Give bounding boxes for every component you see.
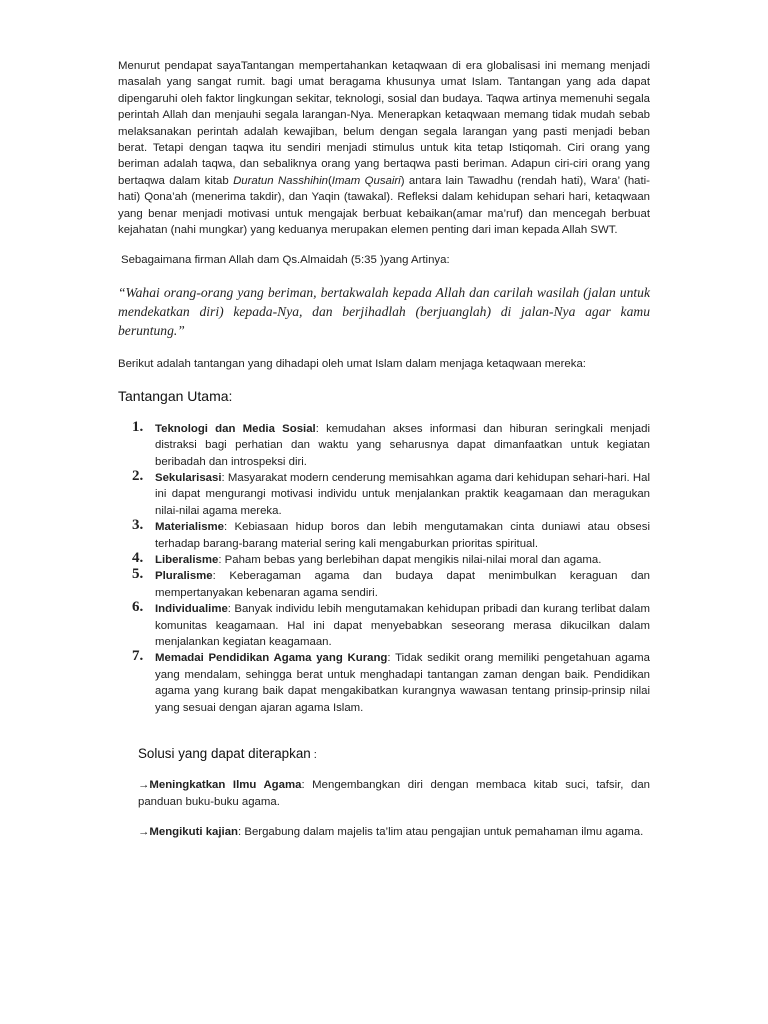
solution-item [138,777,650,810]
challenges-list [118,418,650,716]
item-term: Liberalisme [155,553,219,566]
list-number: 5. [132,566,144,583]
item-term: Pluralisme [155,570,213,583]
list-item [118,519,650,552]
arrow-right-icon: → [138,779,150,792]
list-number: 1. [132,418,144,435]
list-number: 6. [132,599,144,616]
solution-text: : Mengembangkan diri dengan membaca kitab suci, tafsir, dan panduan buku-buku agama. [138,779,650,808]
list-item [118,650,650,716]
list-number: 3. [132,517,144,534]
intro-text-2: ( [327,174,332,187]
list-item [118,549,650,568]
item-text: : Tidak sedikit orang memiliki pengetahuan agama yang mendalam, sehingga berat untuk menghadapi tantangan zaman dengan baik. Pendidikan agama yang kurang baik dapat mengakibatkan kurangnya wawasan tentang prinsip-prinsip nilai yang sesuai dengan ajaran agama Islam. [155,652,650,714]
solutions-heading-colon: : [310,749,317,761]
list-item [118,467,650,519]
item-term: Teknologi dan Media Sosial [155,422,316,435]
book-author: Imam Qusairi [331,174,401,187]
solution-term: Meningkatkan Ilmu Agama [149,779,302,792]
challenges-heading: Tantangan Utama: [118,388,233,405]
item-term: Sekularisasi [155,471,222,484]
challenges-lead: Berikut adalah tantangan yang dihadapi oleh umat Islam dalam menjaga ketaqwaan mereka: [118,357,586,370]
item-text: : Masyarakat modern cenderung memisahkan agama dari kehidupan sehari-hari. Hal ini dapat mengurangi motivasi individu untuk menjalankan praktik keagamaan dan meragukan nilai-nilai agama mereka. [155,471,650,517]
item-text: : Banyak individu lebih mengutamakan kehidupan pribadi dan kurang terlibat dalam komunitas keagamaan. Hal ini dapat menyebabkan seseorang merasa dikucilkan dalam menjalankan kegiatan keagamaan. [155,603,650,648]
item-text: : Keberagaman agama dan budaya dapat menimbulkan keraguan dan mempertanyakan kebenaran agama sendiri. [155,570,650,599]
item-text: : Kebiasaan hidup boros dan lebih mengutamakan cinta duniawi atau obsesi terhadap barang-barang material sering kali mengaburkan prioritas spiritual. [155,521,650,550]
intro-text-1: Menurut pendapat sayaTantangan mempertahankan ketaqwaan di era globalisasi ini memang menjadi masalah yang sangat rumit. bagi umat beragama khusunya umat Islam. Tantangan yang ada dapat dipengaruhi oleh faktor lingkungan sekitar, teknologi, sosial dan budaya. Taqwa artinya memenuhi segala perintah Allah dan menjauhi segala larangan-Nya. Menerapkan ketaqwaan memang tidak mudah sebab melaksanakan perintah adalah kewajiban, belum dengan segala larangan yang pasti menjadi beban berat. Tetapi dengan taqwa itu sendiri menjadi stimulus untuk kita tetap Istiqomah. Ciri orang yang beriman adalah taqwa, dan sebaliknya orang yang bertaqwa pasti beriman. Adapun ciri-ciri orang yang bertaqwa dalam kitab [118,60,650,187]
solutions-heading [138,746,650,763]
list-number: 2. [132,467,144,484]
item-text: : kemudahan akses informasi dan hiburan seringkali menjadi distraksi bagi perhatian dan waktu yang seharusnya dapat dimanfaatkan untuk kegiatan beribadah dan introspeksi diri. [155,422,650,468]
arrow-right-icon: → [138,826,150,839]
solutions-heading-text: Solusi yang dapat diterapkan [138,746,311,761]
book-title: Duratun Nasshihin [233,174,328,187]
item-term: Materialisme [155,521,225,534]
list-item [118,601,650,650]
intro-text-3: ) antara lain Tawadhu (rendah hati), Wara’ (hati-hati) Qona’ah (menerima takdir), dan Yaqin (tawakal). Refleksi dalam kehidupan sehari hari, ketaqwaan yang benar menjadi motivasi untuk mengajak berbuat kebaikan(amar ma’ruf) dan mencegah berbuat kejahatan (nahi mungkar) yang keduanya merupakan elemen penting dari iman kepada Allah SWT. [118,174,650,237]
list-number: 4. [132,549,144,566]
solution-item [138,824,650,840]
solution-text: : Bergabung dalam majelis ta’lim atau pengajian untuk pemahaman ilmu agama. [238,826,644,839]
document-body [118,58,650,841]
list-item [118,568,650,601]
intro-paragraph [118,58,650,238]
list-number: 7. [132,648,144,665]
item-text: : Paham bebas yang berlebihan dapat mengikis nilai-nilai moral dan agama. [218,553,602,566]
solution-term: Mengikuti kajian [149,826,239,839]
item-term: Memadai Pendidikan Agama yang Kurang [155,652,388,665]
item-term: Individualime [155,603,228,616]
quran-reference: Sebagaimana firman Allah dam Qs.Almaidah (5:35 )yang Artinya: [121,254,450,267]
list-item [118,418,650,470]
verse-quote: “Wahai orang-orang yang beriman, bertakwalah kepada Allah dan carilah wasilah (jalan untuk mendekatkan diri) kepada-Nya, dan berjihadlah (berjuanglah) di jalan-Nya agar kamu beruntung.” [118,284,650,338]
